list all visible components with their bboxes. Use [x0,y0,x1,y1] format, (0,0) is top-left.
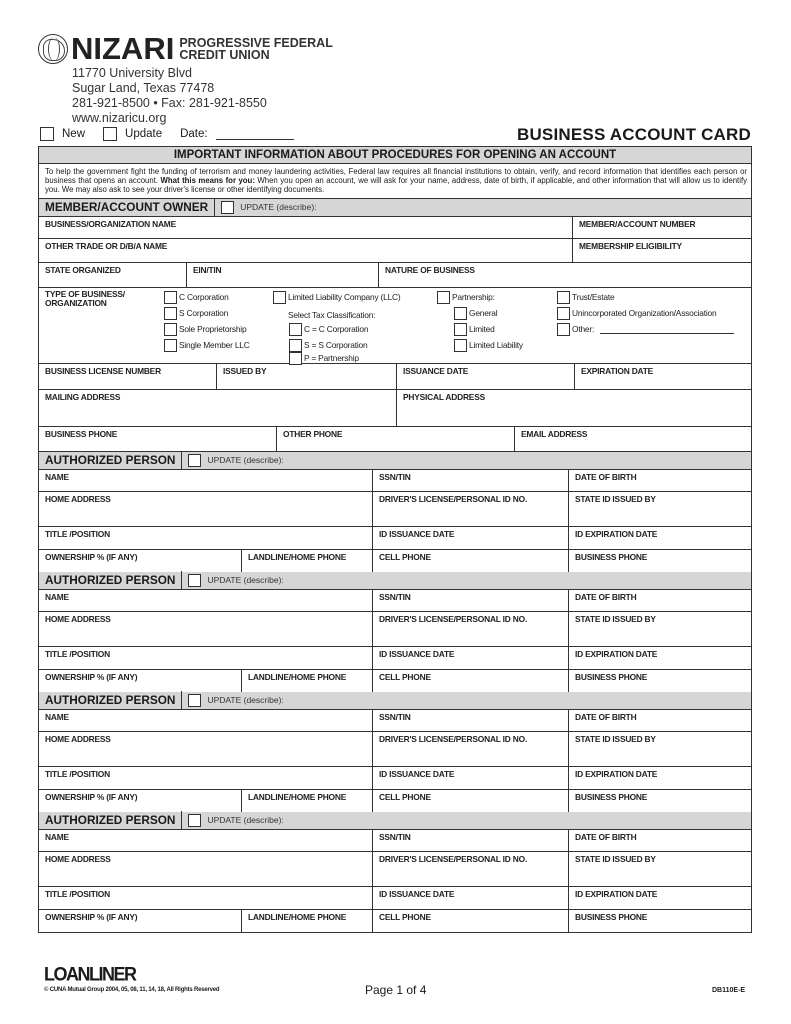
expiration-date-field[interactable]: EXPIRATION DATE [581,365,654,376]
person-landline-field[interactable]: LANDLINE/HOME PHONE [242,670,373,692]
checkbox[interactable] [557,291,570,304]
person-title-field[interactable]: TITLE /POSITION [39,767,373,789]
person-name-field[interactable]: NAME [39,830,373,851]
person-license-field[interactable]: DRIVER'S LICENSE/PERSONAL ID NO. [373,492,569,526]
address-city: Sugar Land, Texas 77478 [72,81,215,95]
state-organized-field[interactable]: STATE ORGANIZED [39,263,187,287]
person-ownership-field[interactable]: OWNERSHIP % (IF ANY) [39,910,242,932]
person-state-id-field[interactable]: STATE ID ISSUED BY [575,613,656,624]
person-state-id-field[interactable]: STATE ID ISSUED BY [575,493,656,504]
authorized-person-section [39,692,751,812]
person-update-checkbox[interactable] [188,574,201,587]
authorized-person-section [39,452,751,572]
option-tax-c[interactable]: C = C Corporation [289,323,368,336]
option-limited[interactable]: Limited [454,323,495,336]
person-id-issuance-field[interactable]: ID ISSUANCE DATE [373,527,569,549]
person-business-phone-field[interactable]: BUSINESS PHONE [575,551,648,562]
mailing-address-field[interactable]: MAILING ADDRESS [39,390,397,426]
person-home-address-field[interactable]: HOME ADDRESS [39,852,373,886]
person-id-expiration-field[interactable]: ID EXPIRATION DATE [575,528,658,539]
person-home-address-field[interactable]: HOME ADDRESS [39,492,373,526]
option-single-member-llc[interactable]: Single Member LLC [164,339,250,352]
address-street: 11770 University Blvd [72,66,192,80]
form-row [39,647,751,670]
copyright: © CUNA Mutual Group 2004, 05, 08, 11, 14, 18, All Rights Reserved [44,987,220,993]
form-row [39,217,751,239]
business-type-label: TYPE OF BUSINESS/ ORGANIZATION [45,288,125,308]
person-update-checkbox[interactable] [188,694,201,707]
person-section-header [39,452,751,470]
person-title-field[interactable]: TITLE /POSITION [39,647,373,669]
checkbox[interactable] [164,323,177,336]
person-section-header [39,572,751,590]
authorized-person-section [39,812,751,932]
license-number-field[interactable]: BUSINESS LICENSE NUMBER [39,364,217,389]
owner-section-header [39,199,751,217]
form-row [39,732,751,767]
person-home-address-field[interactable]: HOME ADDRESS [39,612,373,646]
card-type-options [40,127,294,141]
form-row [39,550,751,572]
person-state-id-field[interactable]: STATE ID ISSUED BY [575,853,656,864]
checkbox[interactable] [164,339,177,352]
option-sole-proprietorship[interactable]: Sole Proprietorship [164,323,246,336]
business-name-field[interactable]: BUSINESS/ORGANIZATION NAME [39,217,573,238]
new-label: New [62,128,86,140]
form-row [39,470,751,492]
person-cell-phone-field[interactable]: CELL PHONE [373,670,569,692]
form-row [39,790,751,812]
person-business-phone-field[interactable]: BUSINESS PHONE [575,911,648,922]
form-row [39,852,751,887]
update-checkbox[interactable] [103,127,117,141]
update-label: Update [125,128,163,140]
new-checkbox[interactable] [40,127,54,141]
form-row [39,527,751,550]
form-row [39,767,751,790]
person-license-field[interactable]: DRIVER'S LICENSE/PERSONAL ID NO. [373,732,569,766]
person-ssn-field[interactable]: SSN/TIN [373,830,569,851]
form-code: DB110E-E [712,987,746,994]
person-id-expiration-field[interactable]: ID EXPIRATION DATE [575,888,658,899]
option-c-corporation[interactable]: C Corporation [164,291,229,304]
person-cell-phone-field[interactable]: CELL PHONE [373,790,569,812]
form-row [39,830,751,852]
option-general[interactable]: General [454,307,497,320]
person-section-title: AUTHORIZED PERSON [39,691,182,709]
issued-by-field[interactable]: ISSUED BY [217,364,397,389]
option-tax-s[interactable]: S = S Corporation [289,339,367,352]
loanliner-logo: LOANLINER [44,962,136,985]
checkbox[interactable] [557,307,570,320]
person-landline-field[interactable]: LANDLINE/HOME PHONE [242,790,373,812]
option-llc[interactable]: Limited Liability Company (LLC) [273,291,401,304]
logo-subtitle [179,37,333,61]
tax-classification-label: Select Tax Classification: [288,309,376,320]
checkbox[interactable] [289,352,302,365]
person-section-title: AUTHORIZED PERSON [39,451,182,469]
person-landline-field[interactable]: LANDLINE/HOME PHONE [242,550,373,572]
person-ownership-field[interactable]: OWNERSHIP % (IF ANY) [39,670,242,692]
eligibility-field[interactable]: MEMBERSHIP ELIGIBILITY [579,240,682,251]
logo-subtitle-line2: CREDIT UNION [179,48,270,62]
person-dob-field[interactable]: DATE OF BIRTH [575,711,637,722]
person-dob-field[interactable]: DATE OF BIRTH [575,591,637,602]
option-other[interactable]: Other: [557,323,734,336]
option-s-corporation[interactable]: S Corporation [164,307,228,320]
person-cell-phone-field[interactable]: CELL PHONE [373,550,569,572]
person-section-title: AUTHORIZED PERSON [39,811,182,829]
person-id-expiration-field[interactable]: ID EXPIRATION DATE [575,768,658,779]
person-ssn-field[interactable]: SSN/TIN [373,590,569,611]
person-update-label: UPDATE (describe): [207,455,284,466]
issuance-date-field[interactable]: ISSUANCE DATE [397,364,575,389]
notice-heading: IMPORTANT INFORMATION ABOUT PROCEDURES FOR OPENING AN ACCOUNT [39,147,751,164]
person-update-label: UPDATE (describe): [207,815,284,826]
date-field[interactable] [216,128,294,140]
person-id-expiration-field[interactable]: ID EXPIRATION DATE [575,648,658,659]
person-landline-field[interactable]: LANDLINE/HOME PHONE [242,910,373,932]
person-name-field[interactable]: NAME [39,710,373,731]
email-field[interactable]: EMAIL ADDRESS [521,428,588,439]
form-row [39,427,751,452]
logo-name: NIZARI [71,31,175,66]
business-account-form [38,146,752,933]
person-section-header [39,812,751,830]
person-ssn-field[interactable]: SSN/TIN [373,710,569,731]
website: www.nizaricu.org [72,111,167,125]
person-id-issuance-field[interactable]: ID ISSUANCE DATE [373,887,569,909]
person-dob-field[interactable]: DATE OF BIRTH [575,831,637,842]
form-row [39,390,751,427]
physical-address-field[interactable]: PHYSICAL ADDRESS [403,391,485,402]
person-cell-phone-field[interactable]: CELL PHONE [373,910,569,932]
person-update-label: UPDATE (describe): [207,695,284,706]
date-label: Date: [180,128,208,140]
form-row [39,670,751,692]
credit-union-logo [38,31,333,66]
person-ownership-field[interactable]: OWNERSHIP % (IF ANY) [39,790,242,812]
checkbox[interactable] [273,291,286,304]
owner-update-checkbox[interactable] [221,201,234,214]
form-row [39,492,751,527]
business-phone-field[interactable]: BUSINESS PHONE [39,427,277,451]
notice-text: To help the government fight the funding of terrorism and money laundering activities, Federal law requires all financial institutions to obtain, verify, and record information that identifies each person or business that opens an account. What this means for you: When you open an account, we will ask for your name, address, date of birth, if applicable, and other information that will allow us to identify you. We may also ask to see your driver's license or other identifying documents. [39,164,751,199]
other-phone-field[interactable]: OTHER PHONE [277,427,515,451]
page-title: BUSINESS ACCOUNT CARD [516,125,751,144]
business-type-row [39,288,751,364]
checkbox[interactable] [164,307,177,320]
account-number-field[interactable]: MEMBER/ACCOUNT NUMBER [579,218,696,229]
person-dob-field[interactable]: DATE OF BIRTH [575,471,637,482]
person-update-checkbox[interactable] [188,814,201,827]
authorized-person-section [39,572,751,692]
globe-icon [38,34,68,64]
option-tax-p[interactable]: P = Partnership [289,352,359,365]
option-unincorporated[interactable]: Unincorporated Organization/Association [557,307,716,320]
form-row [39,590,751,612]
page-number: Page 1 of 4 [365,983,427,997]
option-trust-estate[interactable]: Trust/Estate [557,291,614,304]
person-section-header [39,692,751,710]
person-name-field[interactable]: NAME [39,590,373,611]
checkbox[interactable] [557,323,570,336]
form-row [39,263,751,288]
option-limited-liability[interactable]: Limited Liability [454,339,523,352]
logo-subtitle-line1: PROGRESSIVE FEDERAL [179,36,333,50]
person-home-address-field[interactable]: HOME ADDRESS [39,732,373,766]
person-id-issuance-field[interactable]: ID ISSUANCE DATE [373,647,569,669]
form-row [39,887,751,910]
form-row [39,612,751,647]
checkbox[interactable] [437,291,450,304]
dba-name-field[interactable]: OTHER TRADE OR D/B/A NAME [39,239,573,262]
other-type-field[interactable] [600,325,734,334]
person-license-field[interactable]: DRIVER'S LICENSE/PERSONAL ID NO. [373,612,569,646]
address-block [72,66,267,126]
checkbox[interactable] [454,307,467,320]
authorized-persons [39,452,751,932]
checkbox[interactable] [289,339,302,352]
checkbox[interactable] [454,323,467,336]
form-row [39,364,751,390]
checkbox[interactable] [454,339,467,352]
nature-of-business-field[interactable]: NATURE OF BUSINESS [385,264,475,275]
ein-tin-field[interactable]: EIN/TIN [187,263,379,287]
owner-update-label: UPDATE (describe): [240,202,317,213]
person-update-checkbox[interactable] [188,454,201,467]
checkbox[interactable] [289,323,302,336]
option-partnership[interactable]: Partnership: [437,291,495,304]
form-row [39,239,751,263]
owner-section-title: MEMBER/ACCOUNT OWNER [39,198,215,216]
person-business-phone-field[interactable]: BUSINESS PHONE [575,791,648,802]
phone-fax: 281-921-8500 • Fax: 281-921-8550 [72,96,267,110]
person-section-title: AUTHORIZED PERSON [39,571,182,589]
person-business-phone-field[interactable]: BUSINESS PHONE [575,671,648,682]
person-title-field[interactable]: TITLE /POSITION [39,527,373,549]
person-state-id-field[interactable]: STATE ID ISSUED BY [575,733,656,744]
person-ownership-field[interactable]: OWNERSHIP % (IF ANY) [39,550,242,572]
form-row [39,710,751,732]
form-row [39,910,751,932]
person-license-field[interactable]: DRIVER'S LICENSE/PERSONAL ID NO. [373,852,569,886]
person-title-field[interactable]: TITLE /POSITION [39,887,373,909]
person-update-label: UPDATE (describe): [207,575,284,586]
person-name-field[interactable]: NAME [39,470,373,491]
person-ssn-field[interactable]: SSN/TIN [373,470,569,491]
checkbox[interactable] [164,291,177,304]
person-id-issuance-field[interactable]: ID ISSUANCE DATE [373,767,569,789]
